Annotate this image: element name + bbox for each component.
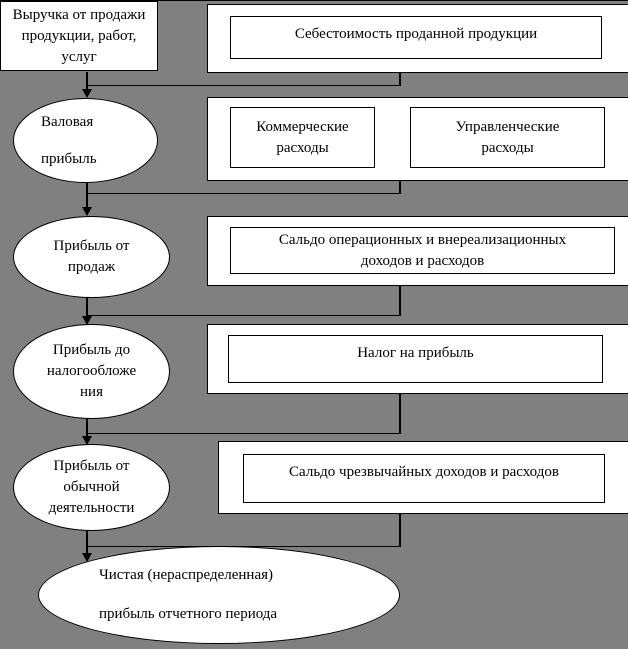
node-operational-balance-label: Сальдо операционных и внереализационных доходов и расходов — [278, 231, 567, 269]
node-pretax-profit — [13, 324, 170, 419]
node-ordinary-profit-label: Прибыль от обычной деятельности — [48, 458, 135, 516]
connector4-horizontal — [87, 433, 401, 434]
connector1-horizontal — [87, 85, 401, 86]
connector4-stub — [399, 393, 401, 434]
node-administrative-expenses-label: Управленческие расходы — [455, 118, 560, 156]
connector2-horizontal — [87, 193, 401, 194]
connector3-horizontal — [87, 315, 401, 316]
node-gross-profit-label: Валовая прибыль — [41, 113, 97, 167]
node-gross-profit — [13, 98, 158, 183]
node-net-profit — [38, 546, 400, 644]
node-cost-label: Себестоимость проданной продукции — [294, 26, 538, 42]
connector3-stub — [399, 286, 401, 316]
node-commercial-expenses-label: Коммерческие расходы — [256, 118, 349, 156]
node-revenue — [0, 1, 158, 71]
connector2-vertical — [86, 182, 88, 209]
node-cost — [230, 16, 602, 59]
connector3-vertical — [86, 297, 88, 318]
node-ordinary-profit — [13, 444, 170, 531]
node-pretax-profit-label: Прибыль до налогообложе ния — [46, 342, 137, 400]
connector2-stub — [399, 180, 401, 194]
node-commercial-expenses — [230, 107, 375, 168]
node-sales-profit-label: Прибыль от продаж — [53, 238, 130, 275]
arrow-down-icon-2 — [82, 207, 92, 216]
connector4-vertical — [86, 418, 88, 438]
node-extraordinary-balance-label: Сальдо чрезвычайных доходов и расходов — [289, 464, 559, 480]
connector5-stub — [399, 513, 401, 547]
node-operational-balance — [230, 227, 615, 274]
node-income-tax-label: Налог на прибыль — [357, 345, 474, 361]
arrow-down-icon-1 — [82, 89, 92, 98]
node-extraordinary-balance — [243, 454, 605, 503]
node-net-profit-label: Чистая (нераспределенная) прибыль отчетного периода — [99, 567, 278, 622]
node-income-tax — [228, 335, 603, 383]
node-revenue-label: Выручка от продажи продукции, работ, услуг — [12, 6, 146, 65]
connector1-stub — [399, 72, 401, 86]
node-sales-profit — [13, 216, 170, 298]
node-administrative-expenses — [410, 107, 605, 168]
